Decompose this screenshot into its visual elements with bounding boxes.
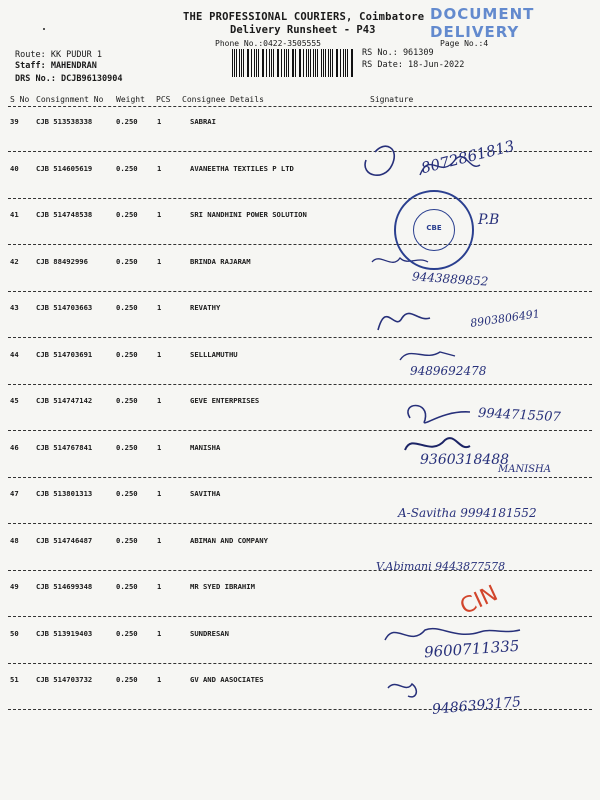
company-title: THE PROFESSIONAL COURIERS, Coimbatore: [183, 11, 425, 23]
row-consignment-no: CJB 514703732: [36, 675, 93, 684]
row-consignment-no: CJB 513919403: [36, 629, 93, 638]
row-pcs: 1: [157, 582, 162, 591]
handwritten-phone-45: 9944715507: [477, 405, 562, 426]
row-consignee: ABIMAN AND COMPANY: [190, 536, 268, 545]
handwritten-phone-51: 9486393175: [431, 694, 522, 718]
row-consignment-no: CJB 513801313: [36, 489, 93, 498]
row-consignee: SABRAI: [190, 117, 216, 126]
col-consignment: Consignment No: [36, 95, 104, 104]
row-consignee: SRI NANDHINI POWER SOLUTION: [190, 210, 307, 219]
phone-number: Phone No.:0422-3505555: [215, 39, 321, 48]
speck-mark: [43, 28, 45, 30]
row-pcs: 1: [157, 350, 162, 359]
row-consignment-no: CJB 88492996: [36, 257, 88, 266]
row-sno: 41: [10, 210, 19, 219]
row-consignment-no: CJB 513538338: [36, 117, 93, 126]
row-pcs: 1: [157, 536, 162, 545]
row-pcs: 1: [157, 675, 162, 684]
row-weight: 0.250: [116, 675, 138, 684]
col-weight: Weight: [116, 95, 145, 104]
row-sno: 39: [10, 117, 19, 126]
row-sno: 44: [10, 350, 19, 359]
row-sno: 48: [10, 536, 19, 545]
row-consignment-no: CJB 514703691: [36, 350, 93, 359]
row-sno: 45: [10, 396, 19, 405]
row-pcs: 1: [157, 629, 162, 638]
row-consignee: GV AND AASOCIATES: [190, 675, 264, 684]
handwritten-phone-50: 9600711335: [423, 636, 520, 662]
row-weight: 0.250: [116, 350, 138, 359]
row-consignment-no: CJB 514746487: [36, 536, 93, 545]
row-consignment-no: CJB 514703663: [36, 303, 93, 312]
signature-row-39: [365, 146, 394, 175]
row-consignee: SELLLAMUTHU: [190, 350, 238, 359]
document-delivery-stamp: DOCUMENT DELIVERY: [430, 5, 535, 41]
signature-row-51: [388, 684, 416, 697]
row-pcs: 1: [157, 164, 162, 173]
handwritten-phone-42: 9443889852: [411, 269, 489, 289]
row-pcs: 1: [157, 117, 162, 126]
row-consignment-no: CJB 514747142: [36, 396, 93, 405]
row-consignee: BRINDA RAJARAM: [190, 257, 251, 266]
handwritten-sign-48: V.Abimani 9443877578: [376, 560, 506, 573]
rs-number: RS No.: 961309: [362, 48, 434, 58]
col-sno: S No: [10, 95, 30, 104]
row-pcs: 1: [157, 489, 162, 498]
row-consignee: GEVE ENTERPRISES: [190, 396, 260, 405]
runsheet-title: Delivery Runsheet - P43: [230, 24, 376, 36]
rs-date: RS Date: 18-Jun-2022: [362, 60, 465, 70]
row-pcs: 1: [157, 303, 162, 312]
row-pcs: 1: [157, 257, 162, 266]
row-sno: 47: [10, 489, 19, 498]
row-weight: 0.250: [116, 582, 138, 591]
row-weight: 0.250: [116, 396, 138, 405]
row-weight: 0.250: [116, 164, 138, 173]
staff-label: Staff: MAHENDRAN: [15, 61, 97, 71]
col-consignee: Consignee Details: [182, 95, 264, 104]
red-initials-49: CIN: [456, 581, 502, 620]
row-weight: 0.250: [116, 629, 138, 638]
row-sno: 40: [10, 164, 19, 173]
signature-row-45: [408, 406, 470, 423]
signature-row-46: [405, 438, 470, 450]
signature-row-44: [400, 352, 455, 360]
handwritten-name-46: MANISHA: [498, 464, 551, 475]
row-consignee: REVATHY: [190, 303, 221, 312]
page-number: Page No.:4: [440, 39, 489, 48]
signature-row-43: [378, 313, 430, 330]
row-weight: 0.250: [116, 257, 138, 266]
row-sno: 43: [10, 303, 19, 312]
col-pcs: PCS: [156, 95, 171, 104]
row-consignment-no: CJB 514748538: [36, 210, 93, 219]
handwritten-phone-46: 9360318488: [420, 452, 510, 468]
row-weight: 0.250: [116, 303, 138, 312]
row-sno: 49: [10, 582, 19, 591]
row-sno: 46: [10, 443, 19, 452]
row-weight: 0.250: [116, 117, 138, 126]
row-pcs: 1: [157, 210, 162, 219]
row-sno: 51: [10, 675, 19, 684]
handwritten-initials-41: P.B: [478, 212, 500, 228]
row-weight: 0.250: [116, 536, 138, 545]
row-weight: 0.250: [116, 489, 138, 498]
handwritten-phone-40: 8072861813: [419, 136, 517, 178]
route-label: Route: KK PUDUR 1: [15, 50, 102, 60]
handwritten-phone-44: 9489692478: [410, 364, 487, 378]
handwritten-phone-43: 8903806491: [469, 307, 541, 330]
row-consignee: SUNDRESAN: [190, 629, 229, 638]
row-consignment-no: CJB 514699348: [36, 582, 93, 591]
row-consignee: MR SYED IBRAHIM: [190, 582, 255, 591]
row-weight: 0.250: [116, 210, 138, 219]
company-stamp: [394, 190, 474, 270]
row-sno: 50: [10, 629, 19, 638]
row-consignment-no: CJB 514605619: [36, 164, 93, 173]
row-consignee: AVANEETHA TEXTILES P LTD: [190, 164, 294, 173]
row-pcs: 1: [157, 396, 162, 405]
col-signature: Signature: [370, 95, 414, 104]
row-sno: 42: [10, 257, 19, 266]
stamp-text: CBE: [426, 224, 442, 232]
row-pcs: 1: [157, 443, 162, 452]
row-consignment-no: CJB 514767841: [36, 443, 93, 452]
drs-label: DRS No.: DCJB96130904: [15, 74, 123, 84]
row-consignee: SAVITHA: [190, 489, 221, 498]
handwritten-sign-47: A-Savitha 9994181552: [398, 506, 537, 520]
row-weight: 0.250: [116, 443, 138, 452]
row-consignee: MANISHA: [190, 443, 221, 452]
